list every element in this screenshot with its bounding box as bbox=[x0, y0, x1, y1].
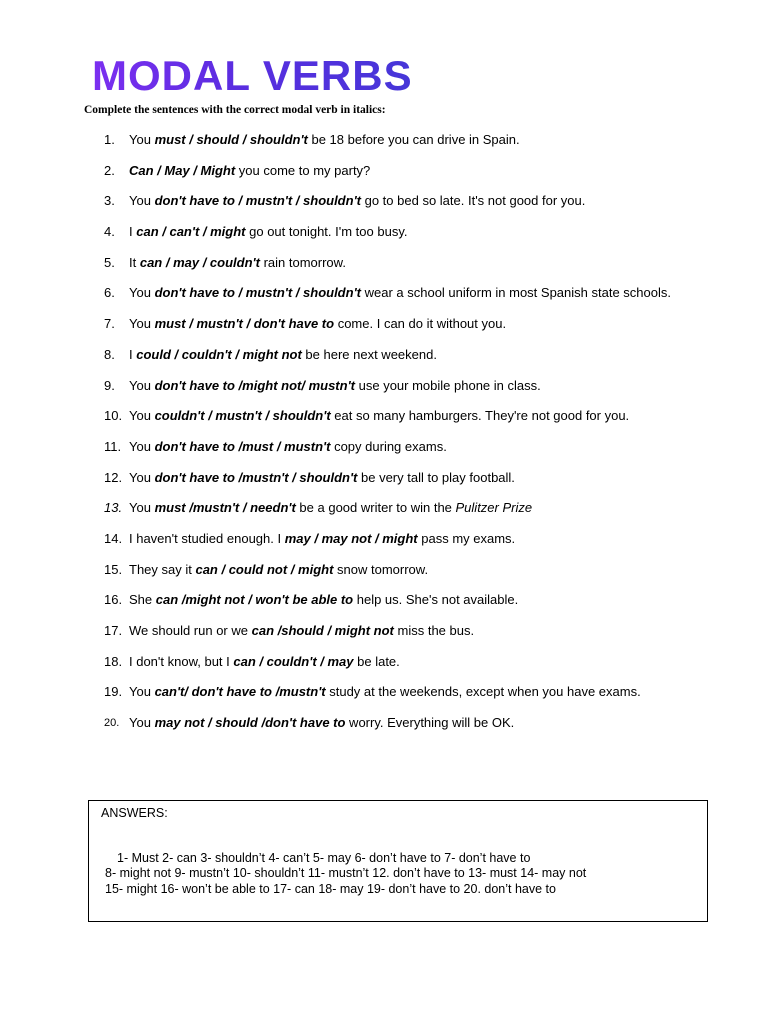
question-prefix: You bbox=[129, 285, 155, 301]
question-text bbox=[129, 682, 641, 702]
question-prefix: You bbox=[129, 408, 155, 424]
question-number: 13. bbox=[104, 500, 123, 516]
modal-options: can't/ don't have to /mustn't bbox=[154, 684, 326, 700]
question-number: 10. bbox=[104, 408, 123, 424]
modal-options: don't have to /must / mustn't bbox=[154, 438, 331, 454]
question-prefix: I bbox=[129, 346, 137, 362]
answers-line-2: 8- might not 9- mustn’t 10- shouldn’t 11- mustn’t 12. don’t have to 13- must 14- may not bbox=[105, 866, 587, 880]
question-prefix: I bbox=[129, 224, 137, 240]
question-suffix: pass my exams. bbox=[417, 530, 516, 546]
question-text bbox=[129, 560, 428, 580]
question-text bbox=[129, 161, 370, 181]
question-number: 12. bbox=[104, 469, 123, 485]
question-suffix: wear a school uniform in most Spanish state schools. bbox=[361, 285, 671, 301]
modal-options: don't have to /might not/ mustn't bbox=[154, 377, 356, 393]
question-prefix: You bbox=[129, 132, 155, 147]
question-number: 11. bbox=[104, 438, 122, 454]
question-item bbox=[0, 376, 768, 407]
question-number: 17. bbox=[104, 623, 123, 638]
question-number: 5. bbox=[104, 254, 115, 270]
question-prefix: She bbox=[129, 592, 156, 608]
question-text bbox=[129, 437, 447, 457]
question-prefix: You bbox=[129, 377, 155, 393]
question-list bbox=[0, 130, 768, 744]
question-number: 6. bbox=[104, 285, 115, 301]
question-prefix: You bbox=[129, 715, 155, 731]
question-prefix: We should run or we bbox=[129, 623, 252, 638]
modal-options: could / couldn't / might not bbox=[136, 346, 302, 362]
question-number: 2. bbox=[104, 162, 115, 178]
question-text bbox=[129, 191, 585, 211]
question-item bbox=[0, 529, 768, 560]
question-item bbox=[0, 191, 768, 222]
question-suffix: be a good writer to win the bbox=[295, 500, 456, 516]
question-suffix: go to bed so late. It's not good for you. bbox=[361, 193, 586, 209]
question-prefix: You bbox=[129, 500, 155, 516]
instruction-text: Complete the sentences with the correct modal verb in italics: bbox=[84, 104, 386, 116]
question-suffix: study at the weekends, except when you have exams. bbox=[325, 684, 641, 700]
question-suffix: rain tomorrow. bbox=[259, 254, 346, 270]
question-item bbox=[0, 498, 768, 529]
question-item bbox=[0, 590, 768, 621]
question-number: 9. bbox=[104, 377, 115, 393]
question-item bbox=[0, 682, 768, 713]
italic-term: Pulitzer Prize bbox=[455, 500, 533, 516]
question-item bbox=[0, 560, 768, 591]
question-item bbox=[0, 468, 768, 499]
question-item bbox=[0, 652, 768, 683]
answers-heading: ANSWERS: bbox=[101, 806, 168, 820]
question-text bbox=[129, 590, 518, 610]
modal-options: can /should / might not bbox=[251, 623, 394, 638]
question-text bbox=[129, 376, 541, 396]
page-title: MODAL VERBS bbox=[92, 52, 413, 99]
question-item bbox=[0, 345, 768, 376]
question-text bbox=[129, 130, 520, 150]
question-text bbox=[129, 314, 506, 334]
question-prefix: You bbox=[129, 193, 155, 209]
answers-line-3: 15- might 16- won’t be able to 17- can 18- may 19- don’t have to 20. don’t have to bbox=[105, 882, 556, 896]
question-number: 19. bbox=[104, 684, 123, 700]
question-text bbox=[129, 713, 514, 733]
question-item bbox=[0, 283, 768, 314]
question-text bbox=[129, 621, 474, 641]
question-suffix: you come to my party? bbox=[235, 162, 371, 178]
question-number: 8. bbox=[104, 346, 115, 362]
question-suffix: be 18 before you can drive in Spain. bbox=[307, 132, 520, 147]
question-prefix: It bbox=[129, 254, 140, 270]
question-prefix: You bbox=[129, 438, 155, 454]
question-suffix: help us. She's not available. bbox=[353, 592, 519, 608]
question-suffix: use your mobile phone in class. bbox=[355, 377, 541, 393]
question-suffix: snow tomorrow. bbox=[333, 561, 429, 577]
modal-options: must /mustn't / needn't bbox=[154, 500, 296, 516]
question-text bbox=[129, 468, 515, 488]
question-number: 4. bbox=[104, 224, 115, 240]
question-text bbox=[129, 406, 629, 426]
question-suffix: eat so many hamburgers. They're not good for you. bbox=[330, 408, 630, 424]
question-suffix: go out tonight. I'm too busy. bbox=[245, 224, 408, 240]
question-prefix: You bbox=[129, 316, 155, 332]
modal-options: can / couldn't / may bbox=[233, 653, 354, 669]
question-suffix: be late. bbox=[353, 653, 400, 669]
answers-line-1: 1- Must 2- can 3- shouldn’t 4- can’t 5- may 6- don’t have to 7- don’t have to bbox=[117, 851, 531, 865]
modal-options: don't have to / mustn't / shouldn't bbox=[154, 193, 361, 209]
question-suffix: be very tall to play football. bbox=[357, 469, 515, 485]
question-prefix: They say it bbox=[129, 561, 196, 577]
modal-options: must / should / shouldn't bbox=[154, 132, 308, 147]
modal-options: can / could not / might bbox=[195, 561, 334, 577]
question-text bbox=[129, 283, 671, 303]
modal-options: can / may / couldn't bbox=[139, 254, 260, 270]
question-text bbox=[129, 222, 407, 242]
modal-options: must / mustn't / don't have to bbox=[154, 316, 335, 332]
question-number: 18. bbox=[104, 653, 123, 669]
question-item bbox=[0, 253, 768, 284]
question-suffix: worry. Everything will be OK. bbox=[345, 715, 515, 731]
modal-options: may not / should /don't have to bbox=[154, 715, 346, 731]
modal-options: can /might not / won't be able to bbox=[155, 592, 354, 608]
question-suffix: copy during exams. bbox=[330, 438, 447, 454]
question-prefix: You bbox=[129, 684, 155, 700]
question-number: 15. bbox=[104, 561, 123, 577]
question-text bbox=[129, 652, 400, 672]
modal-options: may / may not / might bbox=[284, 530, 418, 546]
question-suffix: come. I can do it without you. bbox=[334, 316, 507, 332]
question-text bbox=[129, 253, 346, 273]
question-suffix: miss the bus. bbox=[393, 623, 475, 638]
question-item bbox=[0, 713, 768, 744]
question-text bbox=[129, 498, 532, 518]
question-item bbox=[0, 314, 768, 345]
question-item bbox=[0, 161, 768, 192]
question-text bbox=[129, 529, 515, 549]
question-suffix: be here next weekend. bbox=[301, 346, 437, 362]
question-prefix: You bbox=[129, 469, 155, 485]
question-item bbox=[0, 621, 768, 652]
question-text bbox=[129, 345, 437, 365]
question-item bbox=[0, 406, 768, 437]
question-item bbox=[0, 222, 768, 253]
question-number: 1. bbox=[104, 132, 115, 147]
question-number: 20. bbox=[104, 717, 120, 730]
answers-box bbox=[88, 800, 708, 922]
question-prefix: I don't know, but I bbox=[129, 653, 234, 669]
question-item bbox=[0, 130, 768, 161]
modal-options: don't have to / mustn't / shouldn't bbox=[154, 285, 361, 301]
question-number: 14. bbox=[104, 530, 123, 546]
modal-options: don't have to /mustn't / shouldn't bbox=[154, 469, 358, 485]
modal-options: couldn't / mustn't / shouldn't bbox=[154, 408, 331, 424]
question-item bbox=[0, 437, 768, 468]
question-number: 7. bbox=[104, 316, 115, 332]
modal-options: Can / May / Might bbox=[129, 162, 236, 178]
modal-options: can / can't / might bbox=[136, 224, 246, 240]
question-number: 16. bbox=[104, 592, 123, 608]
question-prefix: I haven't studied enough. I bbox=[129, 530, 285, 546]
question-number: 3. bbox=[104, 193, 115, 209]
